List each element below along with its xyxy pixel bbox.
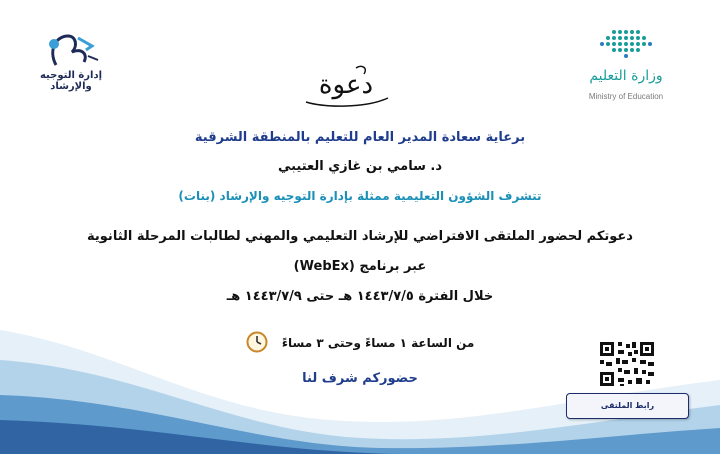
guidance-emblem-icon xyxy=(26,30,116,70)
ministry-name-english: Ministry of Education xyxy=(588,92,664,101)
time-line xyxy=(40,331,680,356)
period-line: خلال الفترة ١٤٤٣/٧/٥ هـ حتى ١٤٤٣/٧/٩ هـ xyxy=(226,289,494,304)
ministry-name-arabic: وزارة التعليم xyxy=(589,68,663,84)
time-text: من الساعة ١ مساءً وحتى ٣ مساءً xyxy=(281,336,475,350)
clock-icon xyxy=(246,331,268,356)
platform-line: عبر برنامج (WebEx) xyxy=(293,259,427,274)
director-name: د. سامي بن غازي العتيبي xyxy=(277,159,443,174)
guidance-department-logo xyxy=(26,30,116,90)
guidance-department-name: إدارة التوجيه والإرشاد xyxy=(39,70,103,92)
host-line: تتشرف الشؤون التعليمية ممثلة بإدارة التوجيه والإرشاد (بنات) xyxy=(178,189,542,203)
invitation-calligraphy xyxy=(296,62,396,110)
ministry-logo xyxy=(566,26,686,106)
closing-line: حضوركم شرف لنا xyxy=(302,371,418,386)
qr-code-icon[interactable] xyxy=(598,340,656,388)
invitation-line: دعوتكم لحضور الملتقى الافتراضي للإرشاد التعليمي والمهني لطالبات المرحلة الثانوية xyxy=(87,229,633,244)
ministry-dots-icon xyxy=(566,26,686,66)
patronage-line: برعاية سعادة المدير العام للتعليم بالمنطقة الشرقية xyxy=(194,130,526,145)
forum-link-button[interactable]: رابط الملتقى xyxy=(566,393,689,419)
invitation-word: دعوة xyxy=(318,70,374,100)
